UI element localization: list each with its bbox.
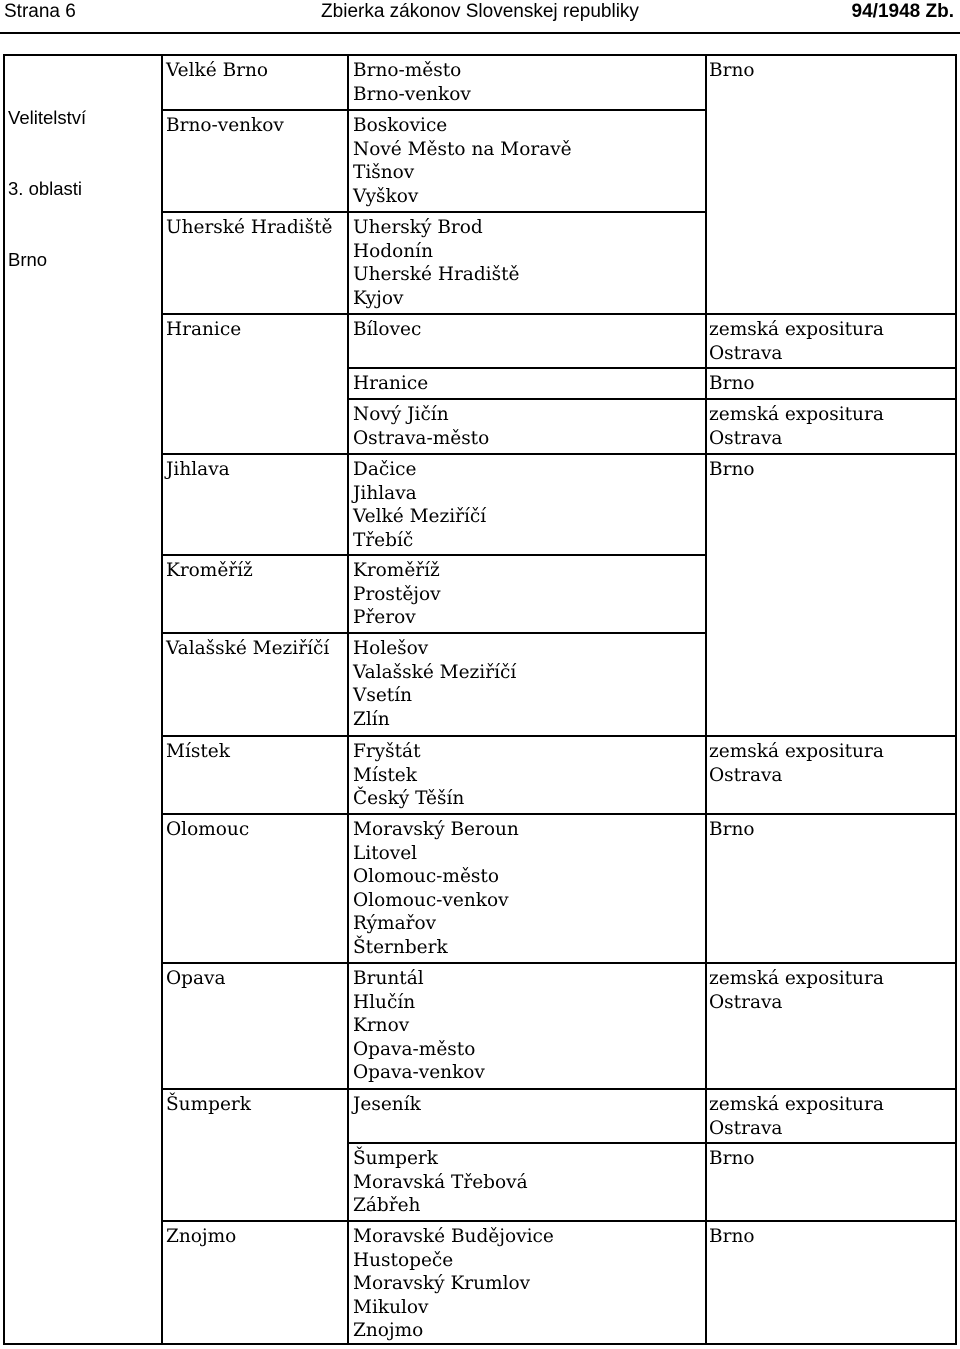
district-cell-line: Moravské Budějovice: [353, 1226, 554, 1247]
district-cell-line: Šumperk: [353, 1148, 438, 1169]
district-cell: [353, 1093, 421, 1117]
row-separator: [161, 962, 957, 964]
row-separator: [161, 1220, 957, 1222]
district-cell-line: Třebíč: [353, 529, 414, 551]
district-cell-line: Moravská Třebová: [353, 1171, 528, 1193]
district-cell-line: Litovel: [353, 842, 418, 864]
column-divider-2: [347, 54, 349, 1344]
district-cell-line: Hustopeče: [353, 1249, 454, 1271]
command-line: Velitelství: [8, 107, 87, 129]
district-cell: [353, 216, 519, 310]
region-cell: Hranice: [166, 319, 242, 340]
district-cell-line: Kroměříž: [353, 560, 440, 581]
district-cell: [353, 403, 489, 450]
district-cell-line: Bílovec: [353, 319, 422, 340]
district-cell-line: Přerov: [353, 607, 416, 629]
district-cell: [353, 637, 516, 731]
district-cell-line: Tišnov: [353, 162, 415, 184]
district-cell-line: Vsetín: [353, 685, 413, 707]
authority-cell: [709, 403, 884, 450]
authority-cell-line: zemská expositura: [709, 741, 884, 762]
row-separator: [161, 813, 957, 815]
table-bottom-border-inner: [161, 1343, 957, 1345]
law-number: 94/1948 Zb.: [851, 1, 954, 22]
row-separator: [161, 453, 957, 455]
district-cell-line: Kyjov: [353, 287, 404, 309]
district-cell: [353, 740, 464, 811]
district-cell-line: Prostějov: [353, 583, 441, 605]
district-cell-line: Český Těšín: [353, 788, 465, 810]
row-separator: [161, 211, 706, 213]
row-separator: [161, 735, 957, 737]
row-separator: [161, 1088, 957, 1090]
district-cell-line: Bruntál: [353, 968, 424, 989]
district-cell-line: Ostrava-město: [353, 427, 490, 449]
row-separator: [347, 1142, 957, 1144]
row-separator: [161, 109, 706, 111]
region-cell: Šumperk: [166, 1094, 251, 1115]
district-cell-line: Uherský Brod: [353, 217, 483, 238]
column-divider-3: [705, 54, 707, 1344]
district-cell-line: Krnov: [353, 1015, 410, 1037]
district-cell: [353, 114, 572, 208]
authority-cell: [709, 818, 755, 842]
district-cell-line: Zlín: [353, 708, 390, 730]
authority-cell-line: zemská expositura: [709, 404, 884, 425]
district-cell: [353, 559, 441, 630]
authority-cell: [709, 458, 755, 482]
district-cell-line: Mikulov: [353, 1296, 429, 1318]
authority-cell: [709, 59, 755, 83]
authority-cell-line: Ostrava: [709, 991, 783, 1013]
district-cell: [353, 458, 486, 552]
authority-cell: [709, 1147, 755, 1171]
district-cell-line: Holešov: [353, 638, 429, 659]
district-cell: [353, 967, 485, 1085]
region-cell: Jihlava: [166, 459, 230, 480]
district-cell: [353, 372, 428, 396]
district-cell: [353, 818, 519, 960]
district-cell: [353, 1147, 528, 1218]
authority-cell-line: zemská expositura: [709, 968, 884, 989]
district-cell-line: Opava-venkov: [353, 1062, 485, 1084]
district-cell-line: Znojmo: [353, 1320, 424, 1342]
district-cell-line: Olomouc-venkov: [353, 889, 509, 911]
row-separator: [161, 554, 706, 556]
region-cell: Olomouc: [166, 819, 250, 840]
authority-cell-line: Brno: [709, 1226, 755, 1247]
region-cell: Kroměříž: [166, 560, 253, 581]
district-cell-line: Místek: [353, 764, 417, 786]
district-cell-line: Hranice: [353, 373, 429, 394]
district-cell-line: Vyškov: [353, 185, 419, 207]
district-cell-line: Boskovice: [353, 115, 448, 136]
district-cell-line: Moravský Krumlov: [353, 1273, 531, 1295]
publication-title: Zbierka zákonov Slovenskej republiky: [321, 1, 639, 22]
authority-cell-line: Brno: [709, 373, 755, 394]
authority-cell: [709, 1225, 755, 1249]
authority-cell: [709, 740, 884, 787]
authority-cell-line: Brno: [709, 459, 755, 480]
district-cell-line: Dačice: [353, 459, 417, 480]
district-cell: [353, 1225, 554, 1343]
region-cell: Brno-venkov: [166, 115, 284, 136]
authority-cell-line: Brno: [709, 60, 755, 81]
authority-cell-line: zemská expositura: [709, 319, 884, 340]
region-cell: Místek: [166, 741, 230, 762]
authority-cell-line: Ostrava: [709, 764, 783, 786]
district-cell-line: Brno-město: [353, 60, 462, 81]
district-cell-line: Uherské Hradiště: [353, 264, 520, 286]
region-cell: Uherské Hradiště: [166, 217, 333, 238]
page-header: [0, 0, 960, 26]
row-separator: [347, 398, 957, 400]
district-cell-line: Nové Město na Moravě: [353, 138, 572, 160]
district-cell-line: Valašské Meziříčí: [353, 661, 517, 683]
district-cell-line: Olomouc-město: [353, 866, 499, 888]
district-cell-line: Opava-město: [353, 1038, 476, 1060]
authority-cell: [709, 372, 755, 396]
district-cell-line: Jeseník: [353, 1094, 421, 1115]
district-cell-line: Moravský Beroun: [353, 819, 519, 840]
district-cell-line: Velké Meziříčí: [353, 506, 487, 528]
authority-cell-line: Ostrava: [709, 1117, 783, 1139]
table-top-border: [3, 54, 957, 56]
authority-cell-line: Ostrava: [709, 427, 783, 449]
authority-cell-line: Brno: [709, 1148, 755, 1169]
row-separator: [161, 632, 706, 634]
authority-cell-line: zemská expositura: [709, 1094, 884, 1115]
district-cell-line: Hlučín: [353, 991, 416, 1013]
district-cell-line: Rýmařov: [353, 913, 437, 935]
district-cell-line: Fryštát: [353, 741, 421, 762]
authority-cell: [709, 318, 884, 365]
district-cell-line: Jihlava: [353, 482, 417, 504]
district-cell-line: Nový Jičín: [353, 404, 449, 425]
district-cell: [353, 318, 421, 342]
row-separator: [347, 367, 957, 369]
district-cell-line: Brno-venkov: [353, 83, 471, 105]
region-cell: Valašské Meziříčí: [166, 638, 330, 659]
district-cell-line: Hodonín: [353, 240, 433, 262]
table-left-border: [3, 54, 5, 1344]
command-line: 3. oblasti: [8, 177, 83, 199]
region-cell: Velké Brno: [166, 60, 269, 81]
district-cell-line: Zábřeh: [353, 1195, 421, 1217]
authority-cell-line: Brno: [709, 819, 755, 840]
authority-cell: [709, 1093, 884, 1140]
table-right-border: [955, 54, 957, 1344]
row-separator: [161, 313, 957, 315]
column-divider-1: [161, 54, 163, 1344]
region-cell: Opava: [166, 968, 226, 989]
command-cell: [8, 59, 86, 319]
command-line: Brno: [8, 248, 48, 270]
authority-cell: [709, 967, 884, 1014]
region-cell: Znojmo: [166, 1226, 237, 1247]
page-number: Strana 6: [4, 1, 76, 22]
district-cell: [353, 59, 471, 106]
authority-cell-line: Ostrava: [709, 342, 783, 364]
district-cell-line: Šternberk: [353, 936, 448, 958]
header-rule: [0, 32, 960, 34]
